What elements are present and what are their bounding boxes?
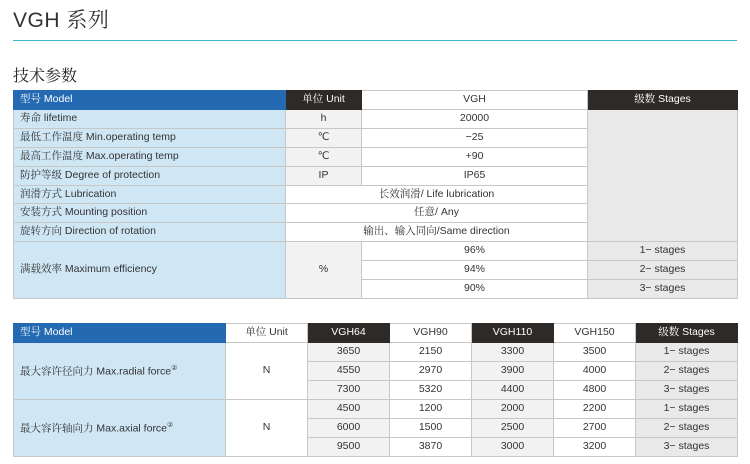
row-value: 20000 xyxy=(362,109,588,128)
vgh-header: VGH xyxy=(362,91,588,110)
force-value: 3000 xyxy=(472,437,554,456)
spec-header-row xyxy=(14,91,738,110)
efficiency-value: 94% xyxy=(362,261,588,280)
force-header-row xyxy=(14,324,738,343)
stage-label: 1− stages xyxy=(636,342,738,361)
row-value: 长效润滑/ Life lubrication xyxy=(286,185,588,204)
force-value: 4000 xyxy=(554,361,636,380)
model-header: 型号 Model xyxy=(14,91,286,110)
stage-label: 2− stages xyxy=(636,361,738,380)
vgh90-header: VGH90 xyxy=(390,324,472,343)
row-label: 安装方式 Mounting position xyxy=(14,204,286,223)
vgh110-header: VGH110 xyxy=(472,324,554,343)
footnote-mark: ② xyxy=(171,365,178,373)
force-value: 4550 xyxy=(308,361,390,380)
force-value: 3650 xyxy=(308,342,390,361)
row-label: 最高工作温度 Max.operating temp xyxy=(14,147,286,166)
stage-label: 3− stages xyxy=(636,437,738,456)
force-value: 3200 xyxy=(554,437,636,456)
radial-force-text: 最大容许径向力 Max.radial force xyxy=(20,365,172,378)
spec-table xyxy=(13,90,738,299)
efficiency-label: 满载效率 Maximum efficiency xyxy=(14,242,286,299)
row-value: 输出、输入同向/Same direction xyxy=(286,223,588,242)
vgh150-header: VGH150 xyxy=(554,324,636,343)
force-value: 7300 xyxy=(308,380,390,399)
table-row xyxy=(14,342,738,361)
force-value: 5320 xyxy=(390,380,472,399)
stage-label: 3− stages xyxy=(636,380,738,399)
force-value: 9500 xyxy=(308,437,390,456)
force-value: 3500 xyxy=(554,342,636,361)
force-value: 4500 xyxy=(308,399,390,418)
efficiency-value: 96% xyxy=(362,242,588,261)
force-value: 2200 xyxy=(554,399,636,418)
row-unit: h xyxy=(286,109,362,128)
stage-label: 1− stages xyxy=(588,242,738,261)
force-value: 1200 xyxy=(390,399,472,418)
radial-force-unit: N xyxy=(226,342,308,399)
stage-label: 3− stages xyxy=(588,280,738,299)
efficiency-unit: % xyxy=(286,242,362,299)
force-value: 2150 xyxy=(390,342,472,361)
stage-label: 2− stages xyxy=(588,261,738,280)
force-value: 2000 xyxy=(472,399,554,418)
row-value: IP65 xyxy=(362,166,588,185)
force-value: 3870 xyxy=(390,437,472,456)
efficiency-value: 90% xyxy=(362,280,588,299)
row-label: 最低工作温度 Min.operating temp xyxy=(14,128,286,147)
force-value: 1500 xyxy=(390,418,472,437)
force-value: 4800 xyxy=(554,380,636,399)
axial-force-unit: N xyxy=(226,399,308,456)
stages-empty-cell xyxy=(588,109,738,241)
table-row xyxy=(14,109,738,128)
force-value: 2970 xyxy=(390,361,472,380)
force-table xyxy=(13,323,738,457)
table-row xyxy=(14,399,738,418)
force-value: 3300 xyxy=(472,342,554,361)
footnote-mark: ② xyxy=(167,422,174,430)
model-header: 型号 Model xyxy=(14,324,226,343)
stages-header: 级数 Stages xyxy=(636,324,738,343)
axial-force-label xyxy=(14,399,226,456)
row-label: 旋转方向 Direction of rotation xyxy=(14,223,286,242)
vgh64-header: VGH64 xyxy=(308,324,390,343)
force-value: 3900 xyxy=(472,361,554,380)
row-unit: ℃ xyxy=(286,147,362,166)
stage-label: 1− stages xyxy=(636,399,738,418)
unit-header: 单位 Unit xyxy=(226,324,308,343)
section-title: 技术参数 xyxy=(13,68,78,85)
row-value: −25 xyxy=(362,128,588,147)
force-value: 6000 xyxy=(308,418,390,437)
title-divider xyxy=(13,40,737,41)
row-value: +90 xyxy=(362,147,588,166)
stage-label: 2− stages xyxy=(636,418,738,437)
axial-force-text: 最大容许轴向力 Max.axial force xyxy=(20,422,168,435)
row-unit: IP xyxy=(286,166,362,185)
row-value: 任意/ Any xyxy=(286,204,588,223)
force-value: 2500 xyxy=(472,418,554,437)
row-label: 寿命 lifetime xyxy=(14,109,286,128)
row-label: 防护等级 Degree of protection xyxy=(14,166,286,185)
force-value: 2700 xyxy=(554,418,636,437)
table-row xyxy=(14,242,738,261)
stages-header: 级数 Stages xyxy=(588,91,738,110)
series-title: VGH 系列 xyxy=(13,9,110,32)
row-unit: ℃ xyxy=(286,128,362,147)
force-value: 4400 xyxy=(472,380,554,399)
row-label: 润滑方式 Lubrication xyxy=(14,185,286,204)
radial-force-label xyxy=(14,342,226,399)
unit-header: 单位 Unit xyxy=(286,91,362,110)
